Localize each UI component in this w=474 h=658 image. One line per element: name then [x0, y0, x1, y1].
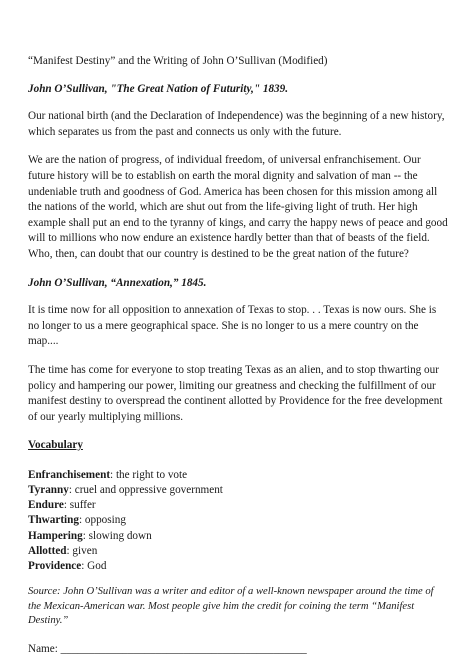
paragraph-nation-of-progress: We are the nation of progress, of individual freedom, of universal enfranchisement. Our future history will be to establish on earth the moral dignity and salvation of man -- the undeniable truth and goodness of God. America has been chosen for this mission among all the nations of the world, which are shut out from the life-giving light of truth. Her high example shall put an end to the tyranny of kings, and carry the happy news of peace and good will to millions who now endure an existence hardly better than that of beasts of the field. Who, then, can doubt that our country is destined to be the great nation of the future?: [28, 154, 448, 260]
document-title: “Manifest Destiny” and the Writing of John O’Sullivan (Modified): [28, 55, 328, 67]
vocab-term: Allotted: [28, 544, 67, 557]
vocab-item-allotted: [28, 544, 448, 559]
vocab-item-enfranchisement: [28, 468, 448, 483]
vocabulary-list: [28, 468, 448, 574]
paragraph-national-birth: Our national birth (and the Declaration of Independence) was the beginning of a new history, which separates us from the past and connects us only with the future.: [28, 110, 445, 138]
vocab-definition: : the right to vote: [110, 468, 188, 481]
vocab-item-hampering: [28, 529, 448, 544]
vocab-definition: : cruel and oppressive government: [68, 484, 223, 497]
section-heading-annexation: John O’Sullivan, “Annexation,” 1845.: [28, 276, 207, 289]
vocab-item-endure: [28, 498, 448, 513]
paragraph-texas-ours: It is time now for all opposition to annexation of Texas to stop. . . Texas is now ours. She is no longer to us a mere geographical space. She is no longer to us a mere country on the map....: [28, 304, 437, 348]
vocab-definition: : suffer: [63, 499, 96, 512]
vocab-item-providence: [28, 559, 448, 574]
source-label: Source: [28, 586, 58, 598]
vocab-definition: : given: [66, 544, 98, 557]
document-page: [28, 54, 448, 658]
name-blank-line[interactable]: ____________________________________________: [60, 643, 307, 656]
paragraph-manifest-destiny: The time has come for everyone to stop treating Texas as an alien, and to stop thwarting our policy and hampering our power, limiting our greatness and checking the fulfillment of our manifest destiny to overspread the continent allotted by Providence for the free development of our yearly multiplying millions.: [28, 363, 443, 423]
vocab-definition: : slowing down: [82, 529, 152, 542]
vocab-definition: : opposing: [78, 514, 126, 527]
name-field: [28, 642, 448, 658]
vocab-term: Providence: [28, 560, 82, 573]
vocab-term: Hampering: [28, 529, 83, 542]
name-label: Name:: [28, 643, 61, 656]
vocab-item-thwarting: [28, 513, 448, 528]
source-note: [28, 585, 448, 629]
vocab-term: Thwarting: [28, 514, 79, 527]
vocabulary-heading: Vocabulary: [28, 439, 83, 452]
vocab-definition: : God: [81, 560, 107, 573]
vocab-term: Tyranny: [28, 484, 69, 497]
vocab-item-tyranny: [28, 483, 448, 498]
vocab-term: Endure: [28, 499, 64, 512]
section-heading-futurity: John O’Sullivan, "The Great Nation of Futurity," 1839.: [28, 82, 289, 95]
vocab-term: Enfranchisement: [28, 468, 111, 481]
source-text: : John O’Sullivan was a writer and editor of a well-known newspaper around the time of the Mexican-American war. Most people give him the credit for coining the term “Manifest Destiny.”: [28, 586, 434, 627]
